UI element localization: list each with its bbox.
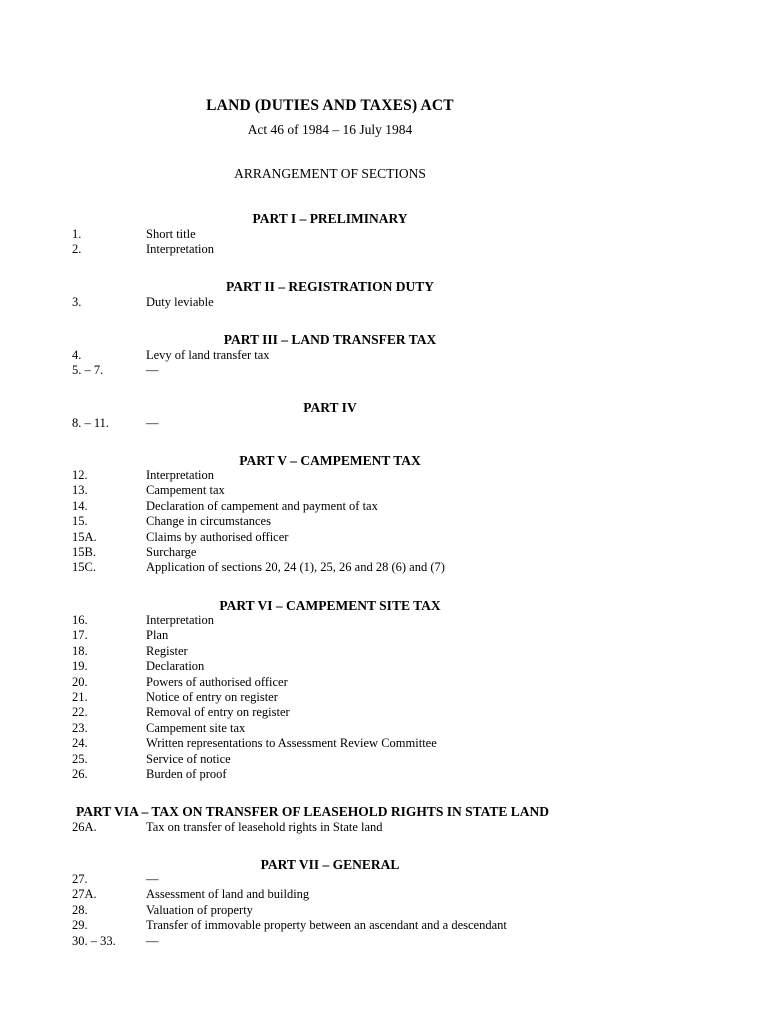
section-row — [72, 499, 378, 514]
section-title: Claims by authorised officer — [146, 529, 289, 544]
section-row — [72, 721, 245, 736]
section-number: 15A. — [72, 529, 97, 544]
section-row — [72, 530, 288, 545]
arrangement-heading: ARRANGEMENT OF SECTIONS — [234, 166, 426, 181]
section-row — [72, 560, 445, 575]
act-subtitle: Act 46 of 1984 – 16 July 1984 — [247, 122, 413, 137]
part-heading: PART VI – CAMPEMENT SITE TAX — [219, 598, 441, 613]
section-row — [72, 644, 188, 659]
section-title: — — [146, 872, 159, 886]
section-title: Campement tax — [146, 483, 225, 498]
section-row — [72, 918, 507, 933]
section-title: Application of sections 20, 24 (1), 25, 26 and 28 (6) and (7) — [146, 560, 445, 575]
section-number: 30. – 33. — [72, 933, 116, 948]
section-title: Declaration of campement and payment of tax — [146, 498, 378, 513]
section-title: Interpretation — [146, 242, 215, 257]
section-row — [72, 675, 288, 690]
section-row — [72, 659, 204, 674]
section-number: 26. — [72, 767, 88, 781]
section-row — [72, 628, 168, 643]
section-row — [72, 887, 309, 902]
section-number: 12. — [72, 468, 88, 482]
section-number: 28. — [72, 902, 88, 917]
section-title: Duty leviable — [146, 295, 214, 309]
section-title: Register — [146, 643, 188, 658]
section-title: — — [146, 363, 159, 378]
section-number: 1. — [72, 227, 82, 241]
section-number: 8. – 11. — [72, 416, 110, 430]
section-title: — — [146, 933, 159, 948]
section-number: 13. — [72, 483, 88, 498]
section-row — [72, 752, 231, 767]
section-title: Declaration — [146, 659, 205, 674]
section-title: Notice of entry on register — [146, 690, 278, 704]
section-row — [72, 227, 196, 242]
section-number: 27. — [72, 872, 88, 886]
section-title: Short title — [146, 227, 196, 241]
section-title: Written representations to Assessment Review Committee — [146, 736, 437, 751]
section-title: Levy of land transfer tax — [146, 348, 270, 362]
section-title: — — [146, 416, 159, 430]
section-title: Assessment of land and building — [146, 887, 310, 902]
section-number: 29. — [72, 918, 88, 933]
section-number: 25. — [72, 751, 88, 766]
section-title: Service of notice — [146, 751, 231, 766]
section-row — [72, 903, 253, 918]
section-row — [72, 736, 437, 751]
section-number: 3. — [72, 295, 82, 309]
section-row — [72, 468, 214, 483]
section-row — [72, 690, 278, 705]
section-number: 27A. — [72, 887, 97, 902]
part-heading: PART VII – GENERAL — [260, 857, 400, 872]
section-row — [72, 348, 270, 363]
part-heading: PART VIA – TAX ON TRANSFER OF LEASEHOLD RIGHTS IN STATE LAND — [76, 804, 550, 819]
section-title: Removal of entry on register — [146, 705, 290, 720]
section-number: 15C. — [72, 560, 96, 575]
section-number: 23. — [72, 720, 88, 735]
section-number: 15B. — [72, 545, 96, 559]
section-number: 21. — [72, 690, 88, 704]
section-title: Transfer of immovable property between an ascendant and a descendant — [146, 918, 507, 933]
section-number: 16. — [72, 613, 88, 627]
section-row — [72, 363, 159, 378]
section-title: Plan — [146, 628, 169, 643]
section-title: Tax on transfer of leasehold rights in State land — [146, 820, 383, 834]
section-row — [72, 483, 225, 498]
section-number: 15. — [72, 514, 88, 529]
section-number: 5. – 7. — [72, 363, 104, 378]
section-number: 17. — [72, 628, 88, 643]
section-number: 18. — [72, 643, 88, 658]
section-title: Valuation of property — [146, 902, 253, 917]
section-title: Campement site tax — [146, 720, 246, 735]
section-row — [72, 242, 214, 257]
section-title: Powers of authorised officer — [146, 674, 288, 689]
section-row — [72, 514, 271, 529]
part-heading: PART V – CAMPEMENT TAX — [239, 453, 421, 468]
section-title: Change in circumstances — [146, 514, 271, 529]
section-row — [72, 705, 290, 720]
section-row — [72, 767, 227, 782]
section-number: 20. — [72, 674, 88, 689]
section-row — [72, 416, 159, 431]
section-number: 19. — [72, 659, 88, 674]
section-row — [72, 613, 214, 628]
part-heading: PART III – LAND TRANSFER TAX — [223, 332, 437, 347]
section-row — [72, 872, 159, 887]
section-number: 24. — [72, 736, 88, 751]
section-number: 14. — [72, 498, 88, 513]
section-number: 4. — [72, 348, 82, 362]
part-heading: PART I – PRELIMINARY — [252, 211, 408, 226]
section-number: 26A. — [72, 820, 97, 834]
section-row — [72, 820, 383, 835]
section-number: 2. — [72, 242, 82, 257]
section-title: Surcharge — [146, 545, 197, 559]
section-number: 22. — [72, 705, 88, 720]
section-title: Interpretation — [146, 613, 215, 627]
section-title: Burden of proof — [146, 767, 227, 781]
section-row — [72, 934, 159, 949]
section-row — [72, 295, 214, 310]
part-heading: PART II – REGISTRATION DUTY — [225, 279, 435, 294]
part-heading: PART IV — [303, 400, 357, 415]
section-row — [72, 545, 196, 560]
act-title: LAND (DUTIES AND TAXES) ACT — [206, 97, 454, 114]
section-title: Interpretation — [146, 468, 215, 482]
